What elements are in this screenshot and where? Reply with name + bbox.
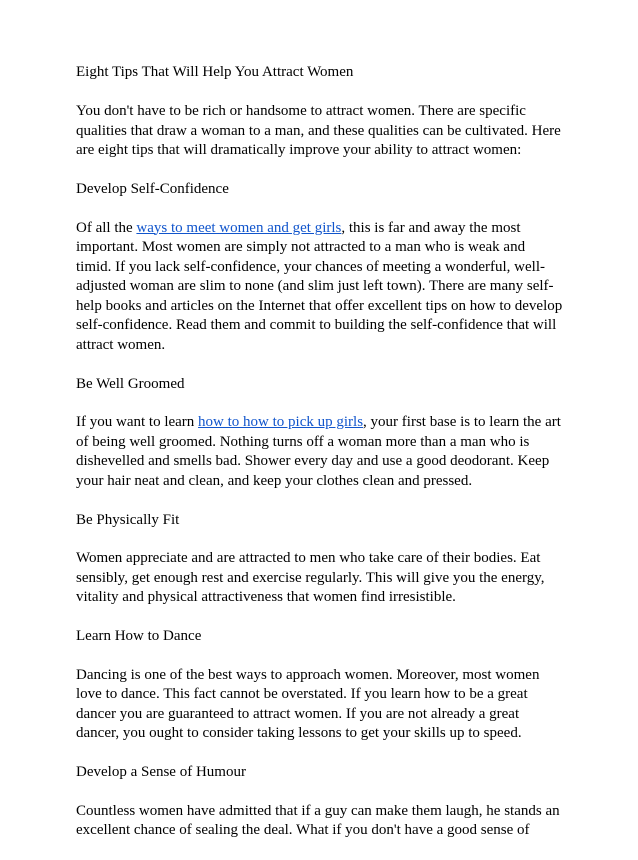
section-body-humour: Countless women have admitted that if a guy can make them laugh, he stands an excellent chance of sealing the deal. What if you don't have a good sense of [76, 802, 560, 838]
document-page [76, 63, 564, 860]
section-heading-dance: Learn How to Dance [76, 628, 202, 644]
section-heading-physically-fit: Be Physically Fit [76, 511, 180, 528]
section-heading-self-confidence: Develop Self-Confidence [76, 181, 229, 197]
section-heading-well-groomed: Be Well Groomed [76, 375, 185, 392]
body-text: , this is far and away the most important. Most women are simply not attracted to a man who is weak and timid. If you lack self-confidence, your chances of meeting a wonderful, well-adjusted woman are slim to none (and slim just left town). There are many self-help books and articles on the Internet that offer excellent tips on how to develop self-confidence. Read them and commit to building the self-confidence that will attract women. [76, 219, 563, 353]
section-body-well-groomed [76, 413, 564, 491]
section-heading-humour: Develop a Sense of Humour [76, 764, 246, 780]
intro-paragraph: You don't have to be rich or handsome to attract women. There are specific qualities that draw a woman to a man, and these qualities can be cultivated. Here are eight tips that will dramatically improve your ability to attract women: [76, 103, 561, 158]
body-text: Of all the [76, 219, 137, 236]
section-body-self-confidence [76, 219, 564, 356]
body-text: , your first base is to learn the art of being well groomed. Nothing turns off a woman more than a man who is dishevelled and smells bad. Shower every day and use a good deodorant. Keep your hair neat and clean, and keep your clothes clean and pressed. [76, 414, 561, 489]
section-body-dance: Dancing is one of the best ways to approach women. Moreover, most women love to dance. This fact cannot be overstated. If you learn how to be a great dancer you are guaranteed to attract women. If you are not already a great dancer, you ought to consider taking lessons to get your skills up to speed. [76, 666, 540, 741]
document-title: Eight Tips That Will Help You Attract Women [76, 64, 354, 80]
body-text: If you want to learn [76, 414, 199, 430]
section-body-physically-fit: Women appreciate and are attracted to men who take care of their bodies. Eat sensibly, get enough rest and exercise regularly. This will give you the energy, vitality and physical attractiveness that women find irresistible. [76, 550, 545, 605]
link-ways-to-meet-women[interactable]: ways to meet women and get girls [136, 219, 342, 236]
link-how-to-pick-up-girls[interactable]: how to how to pick up girls [198, 414, 364, 430]
